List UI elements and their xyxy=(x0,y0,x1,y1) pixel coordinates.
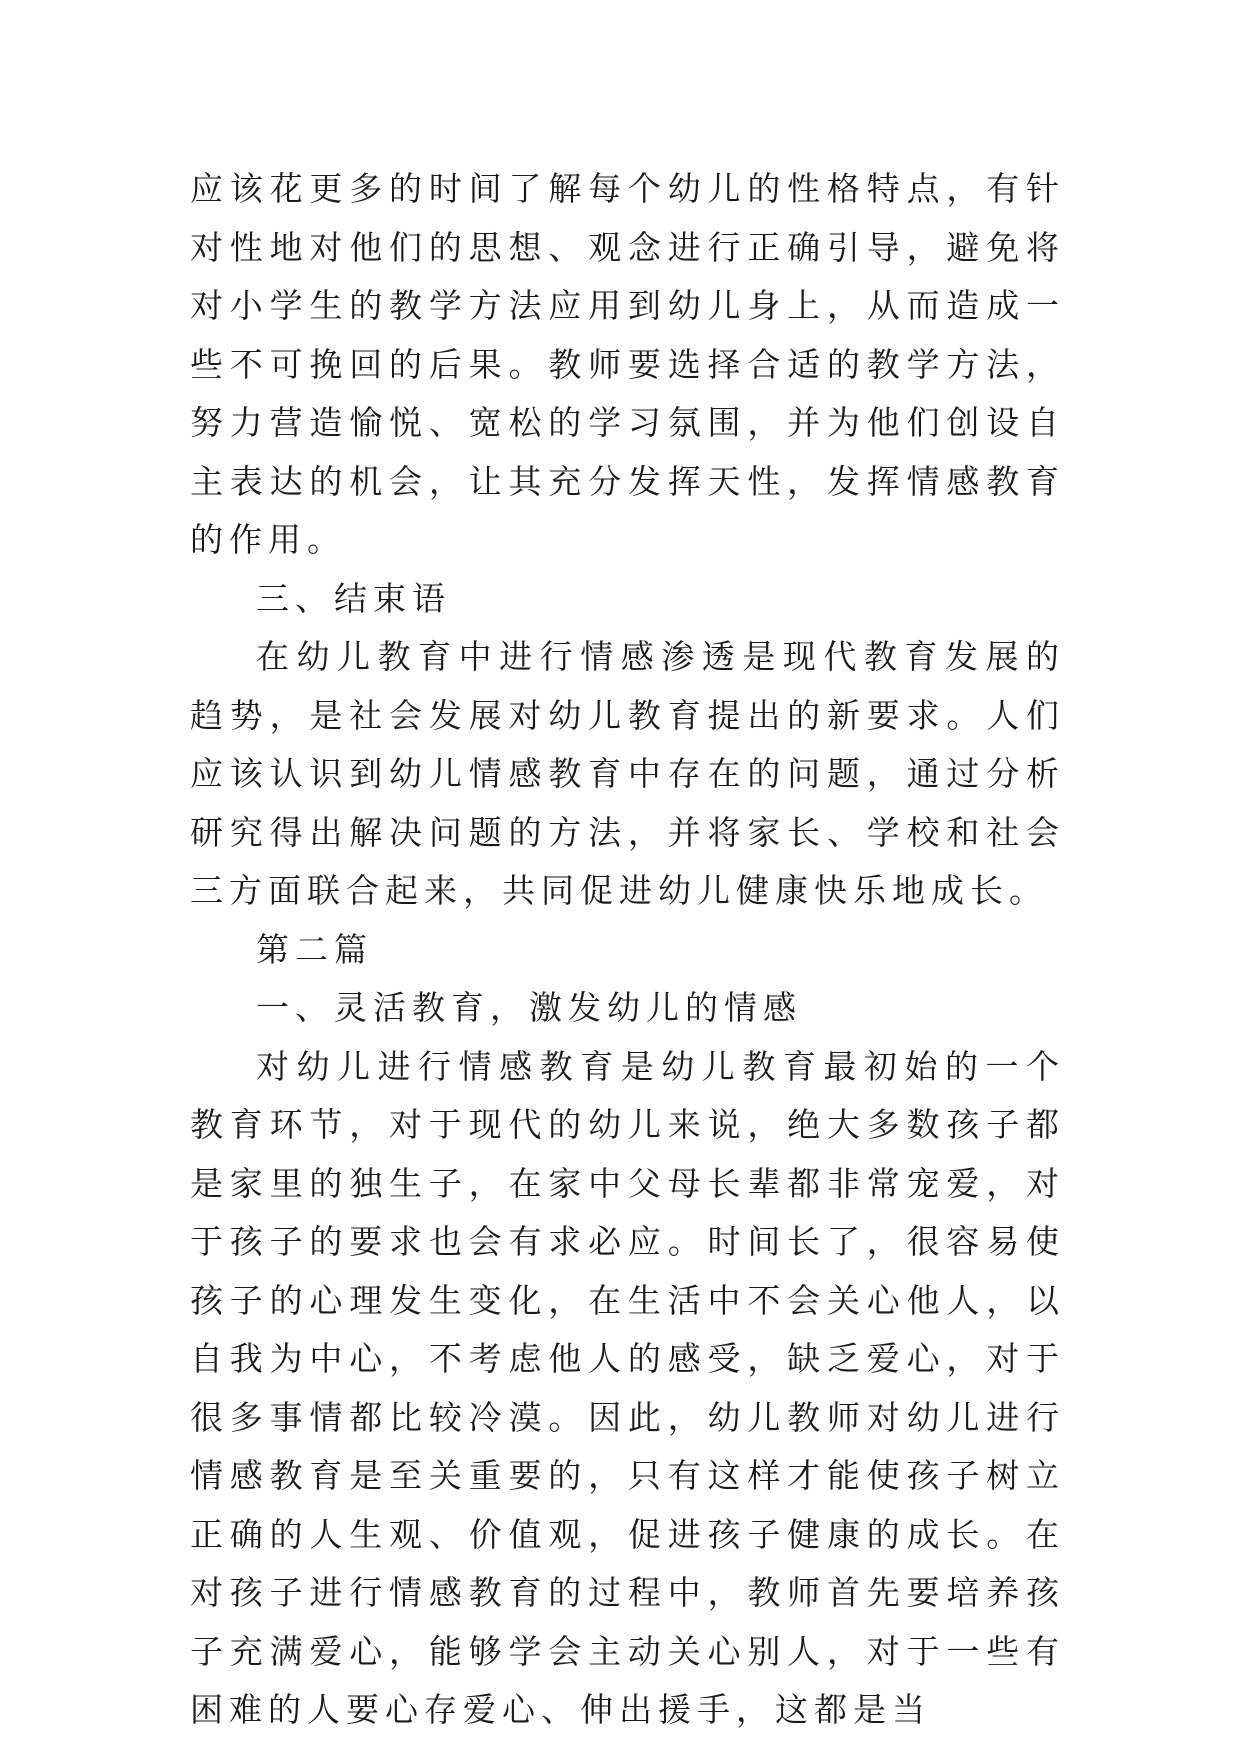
paragraph-emotional-education: 对幼儿进行情感教育是幼儿教育最初始的一个教育环节，对于现代的幼儿来说，绝大多数孩子都是家里的独生子，在家中父母长辈都非常宠爱，对于孩子的要求也会有求必应。时间长了，很容易使孩子的心理发生变化，在生活中不会关心他人，以自我为中心，不考虑他人的感受，缺乏爱心，对于很多事情都比较冷漠。因此，幼儿教师对幼儿进行情感教育是至关重要的，只有这样才能使孩子树立正确的人生观、价值观，促进孩子健康的成长。在对孩子进行情感教育的过程中，教师首先要培养孩子充满爱心，能够学会主动关心别人，对于一些有困难的人要心存爱心、伸出援手，这都是当 xyxy=(190,1046,1065,1729)
document-body xyxy=(190,160,1065,1740)
section-heading-conclusion: 三、结束语 xyxy=(256,578,451,618)
section-heading-flexible-education: 一、灵活教育，激发幼儿的情感 xyxy=(256,988,802,1027)
paragraph-conclusion: 在幼儿教育中进行情感渗透是现代教育发展的趋势，是社会发展对幼儿教育提出的新要求。人们应该认识到幼儿情感教育中存在的问题，通过分析研究得出解决问题的方法，并将家长、学校和社会三方面联合起来，共同促进幼儿健康快乐地成长。 xyxy=(190,637,1065,910)
part-heading: 第二篇 xyxy=(256,929,373,969)
paragraph-continuation: 应该花更多的时间了解每个幼儿的性格特点，有针对性地对他们的思想、观念进行正确引导，避免将对小学生的教学方法应用到幼儿身上，从而造成一些不可挽回的后果。教师要选择合适的教学方法，努力营造愉悦、宽松的学习氛围，并为他们创设自主表达的机会，让其充分发挥天性，发挥情感教育的作用。 xyxy=(190,169,1065,559)
